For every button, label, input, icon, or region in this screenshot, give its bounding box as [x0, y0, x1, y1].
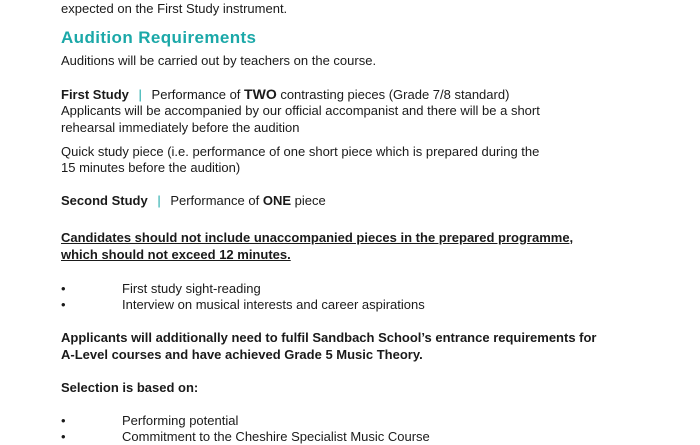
- bullet-marker: •: [61, 429, 66, 444]
- first-study-text-pre: Performance of: [151, 87, 241, 102]
- accompanist-line-1: Applicants will be accompanied by our official accompanist and there will be a short: [61, 103, 540, 118]
- second-study-line: [61, 193, 326, 209]
- requirements-line-2: A-Level courses and have achieved Grade 5 Music Theory.: [61, 347, 423, 362]
- warning-line-2: which should not exceed 12 minutes.: [61, 247, 291, 262]
- requirements-line-1: Applicants will additionally need to fulfil Sandbach School’s entrance requirements for: [61, 330, 597, 345]
- warning-line-1: Candidates should not include unaccompanied pieces in the prepared programme,: [61, 230, 574, 245]
- first-study-label: First Study: [61, 87, 129, 102]
- second-study-text-pre: Performance of: [170, 193, 260, 208]
- intro-tail-text: expected on the First Study instrument.: [61, 1, 288, 16]
- bullet-marker: •: [61, 297, 66, 312]
- second-study-text-post: piece: [294, 193, 326, 208]
- bullet-marker: •: [61, 281, 66, 296]
- list-item: Performing potential: [122, 413, 239, 428]
- audition-requirements-heading: Audition Requirements: [61, 28, 257, 47]
- second-study-label: Second Study: [61, 193, 148, 208]
- second-study-separator: |: [157, 193, 161, 208]
- first-study-text-post: contrasting pieces (Grade 7/8 standard): [280, 87, 510, 102]
- second-study-emph: ONE: [262, 193, 291, 208]
- accompanist-line-2: rehearsal immediately before the audition: [61, 120, 300, 135]
- first-study-line: [61, 86, 509, 103]
- auditions-line: Auditions will be carried out by teachers on the course.: [61, 53, 377, 68]
- list-item: First study sight-reading: [122, 281, 261, 296]
- selection-heading: Selection is based on:: [61, 380, 199, 395]
- quick-study-line-1: Quick study piece (i.e. performance of one short piece which is prepared during the: [61, 144, 540, 159]
- first-study-emph: TWO: [244, 86, 277, 102]
- first-study-separator: |: [138, 87, 142, 102]
- list-item: Interview on musical interests and career aspirations: [122, 297, 425, 312]
- bullet-marker: •: [61, 413, 66, 428]
- list-item: Commitment to the Cheshire Specialist Music Course: [122, 429, 430, 444]
- quick-study-line-2: 15 minutes before the audition): [61, 160, 241, 175]
